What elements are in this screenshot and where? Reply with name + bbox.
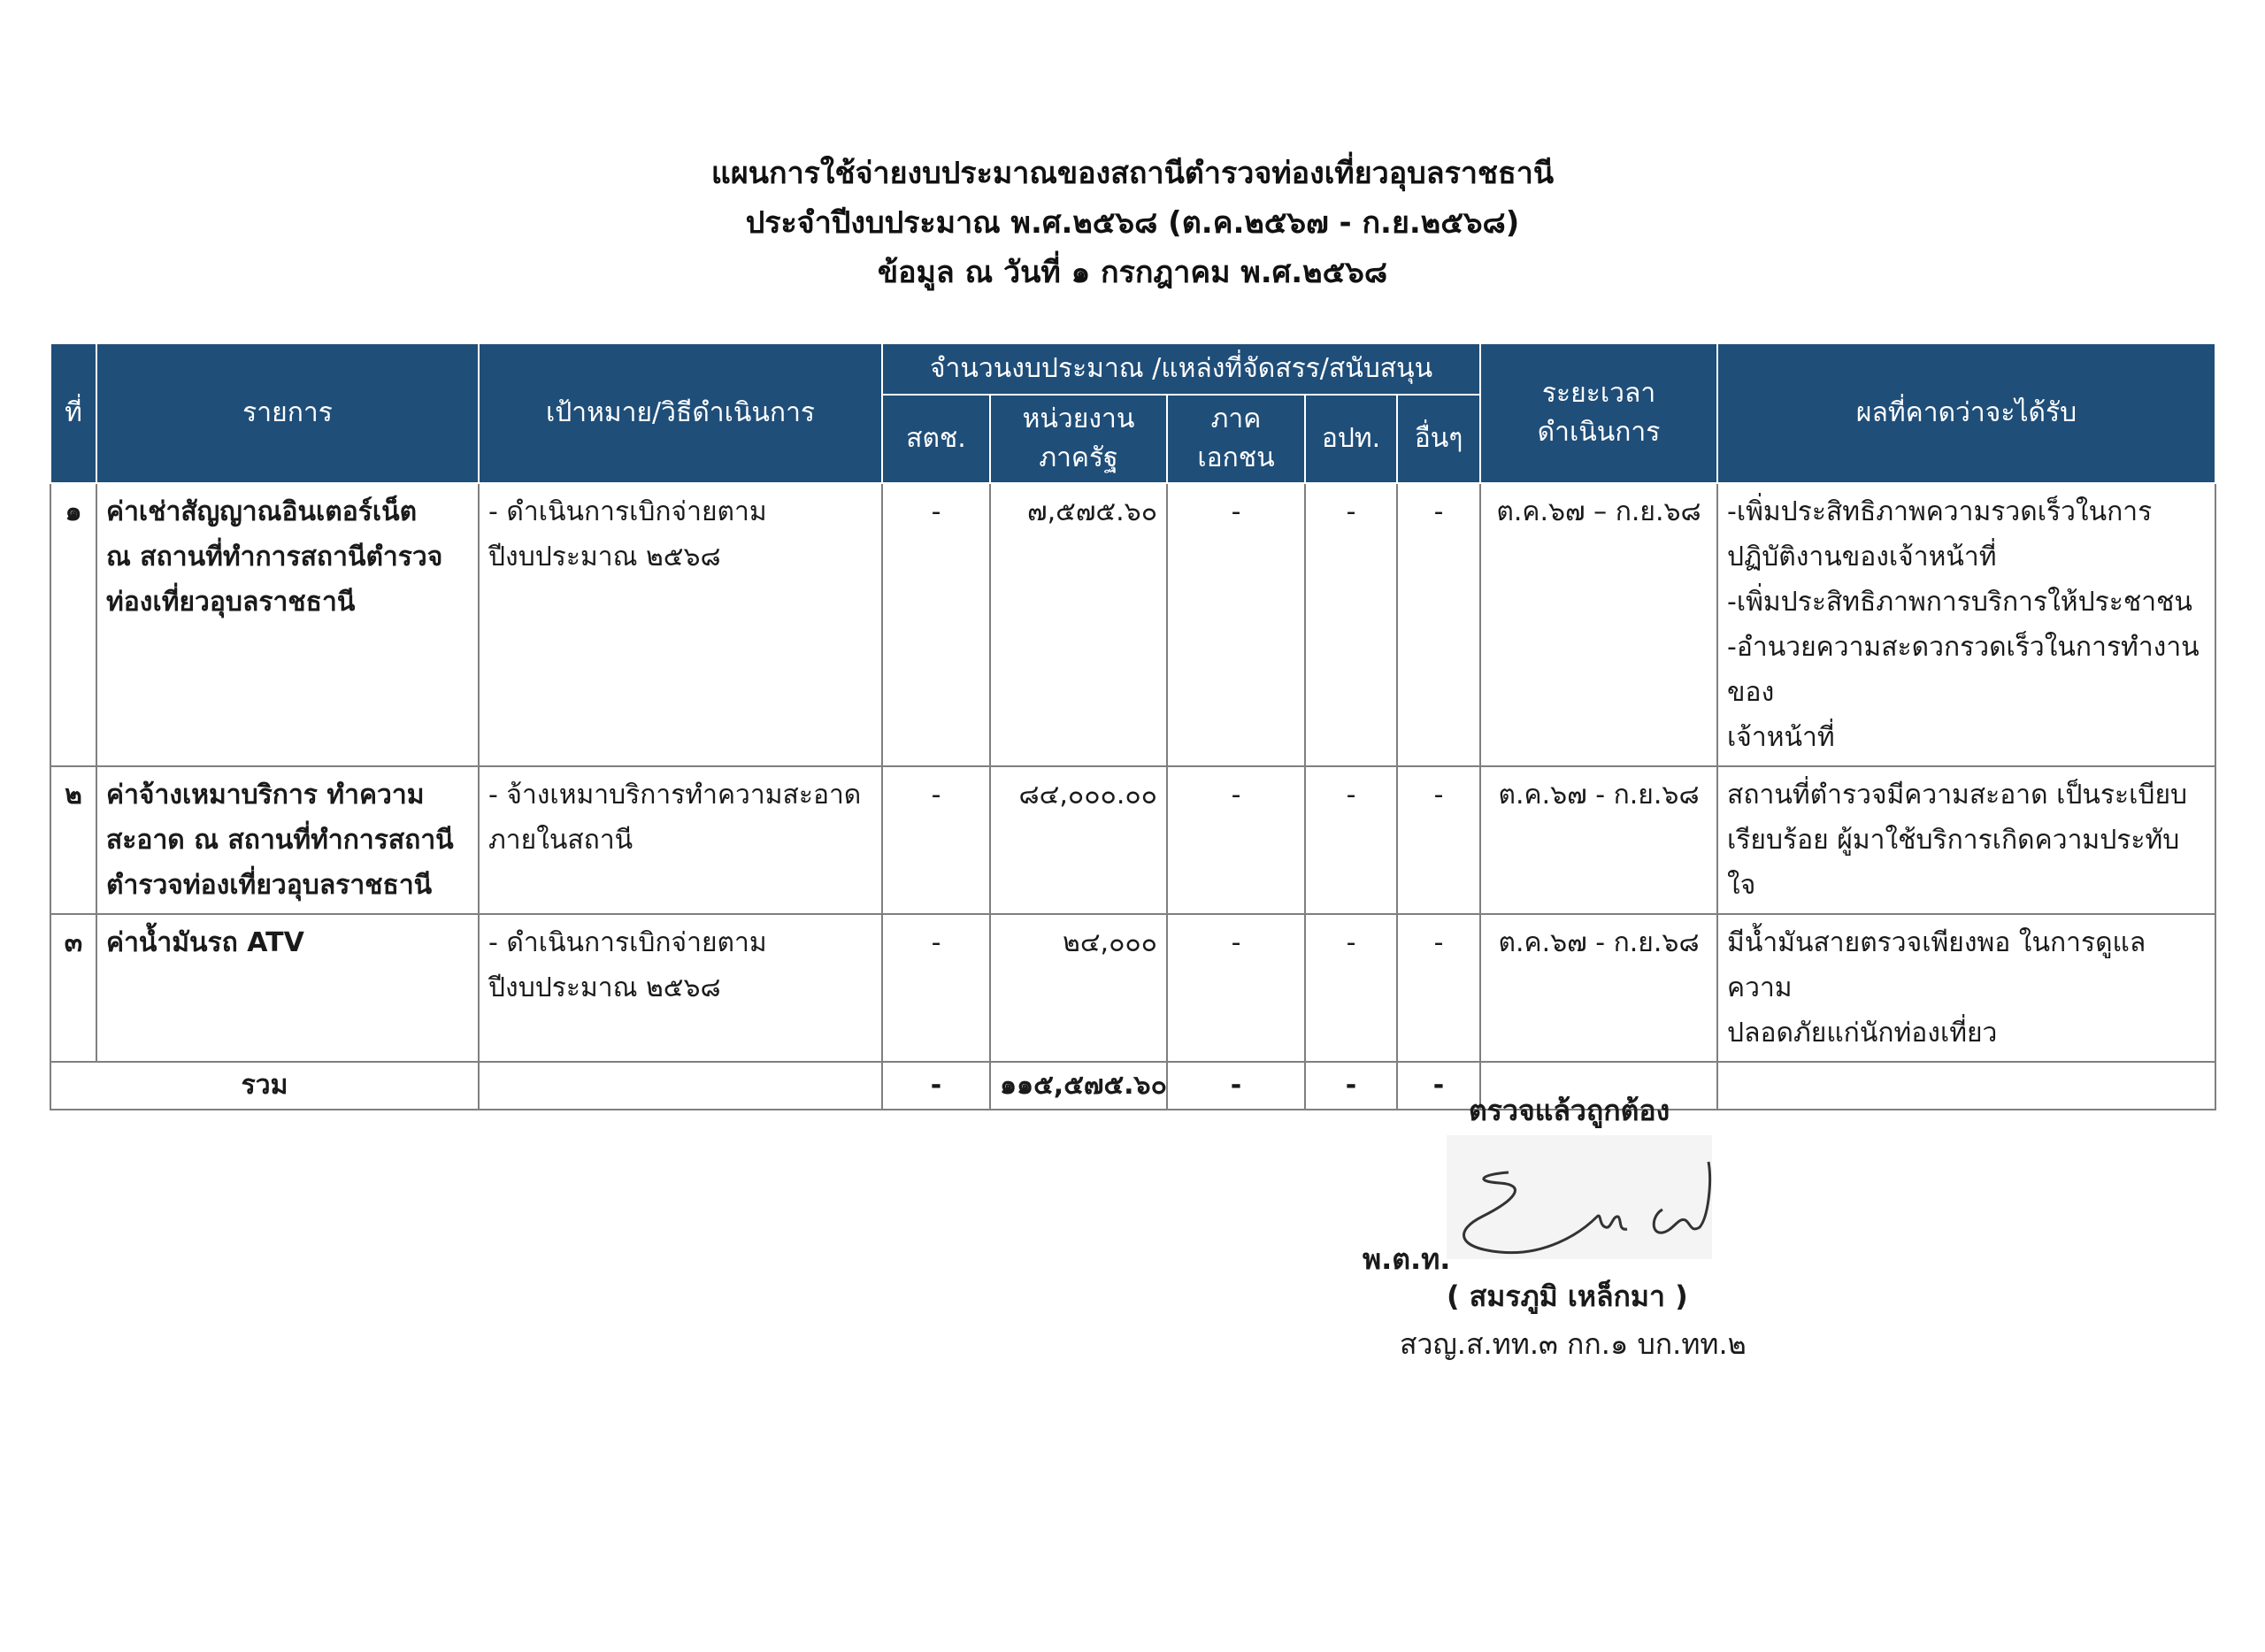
row-item: ค่าจ้างเหมาบริการ ทำความ สะอาด ณ สถานที่ทำการสถานี ตำรวจท่องเที่ยวอุบลราชธานี [96, 766, 479, 914]
row-number: ๒ [50, 766, 96, 914]
header-source-other: อื่นๆ [1397, 395, 1480, 483]
header-item: รายการ [96, 343, 479, 483]
row-item: ค่าเช่าสัญญาณอินเตอร์เน็ต ณ สถานที่ทำการสถานีตำรวจ ท่องเที่ยวอุบลราชธานี [96, 483, 479, 766]
row-goal: - ดำเนินการเบิกจ่ายตาม ปีงบประมาณ ๒๕๖๘ [479, 914, 882, 1062]
total-goal-empty [479, 1062, 882, 1110]
row-source-police: - [882, 766, 990, 914]
budget-plan-table [50, 342, 2216, 1110]
header-goal: เป้าหมาย/วิธีดำเนินการ [479, 343, 882, 483]
row-number: ๑ [50, 483, 96, 766]
total-source-other: - [1397, 1062, 1480, 1110]
verified-label: ตรวจแล้วถูกต้อง [1469, 1094, 1670, 1127]
row-source-private: - [1167, 483, 1305, 766]
title-line-1: แผนการใช้จ่ายงบประมาณของสถานีตำรวจท่องเที่ยวอุบลราชธานี [710, 156, 1555, 191]
row-goal: - ดำเนินการเบิกจ่ายตาม ปีงบประมาณ ๒๕๖๘ [479, 483, 882, 766]
total-source-local-admin: - [1305, 1062, 1397, 1110]
signer-name: ( สมรภูมิ เหล็กมา ) [1447, 1279, 1688, 1313]
header-budget-group: จำนวนงบประมาณ /แหล่งที่จัดสรร/สนับสนุน [882, 343, 1480, 395]
document-title-block [0, 149, 2265, 297]
row-source-local-admin: - [1305, 914, 1397, 1062]
row-source-other: - [1397, 766, 1480, 914]
title-line-3: ข้อมูล ณ วันที่ ๑ กรกฎาคม พ.ศ.๒๕๖๘ [877, 255, 1388, 290]
row-result: -เพิ่มประสิทธิภาพความรวดเร็วในการ ปฏิบัติงานของเจ้าหน้าที่ -เพิ่มประสิทธิภาพการบริการให้ประชาชน -อำนวยความสะดวกรวดเร็วในการทำงานของ เจ้าหน้าที่ [1717, 483, 2215, 766]
total-label: รวม [50, 1062, 479, 1110]
header-source-private: ภาคเอกชน [1167, 395, 1305, 483]
table-row [50, 766, 2215, 914]
row-source-police: - [882, 914, 990, 1062]
row-source-private: - [1167, 914, 1305, 1062]
row-source-government: ๘๔,๐๐๐.๐๐ [990, 766, 1167, 914]
row-source-local-admin: - [1305, 766, 1397, 914]
total-source-government: ๑๑๕,๕๗๕.๖๐ [990, 1062, 1167, 1110]
header-result: ผลที่คาดว่าจะได้รับ [1717, 343, 2215, 483]
row-period: ต.ค.๖๗ - ก.ย.๖๘ [1480, 914, 1717, 1062]
header-period: ระยะเวลา ดำเนินการ [1480, 343, 1717, 483]
row-item: ค่าน้ำมันรถ ATV [96, 914, 479, 1062]
header-source-government: หน่วยงาน ภาครัฐ [990, 395, 1167, 483]
total-result-empty [1717, 1062, 2215, 1110]
signer-position: สวญ.ส.ทท.๓ กก.๑ บก.ทท.๒ [1400, 1327, 1747, 1361]
row-source-other: - [1397, 914, 1480, 1062]
row-result: มีน้ำมันสายตรวจเพียงพอ ในการดูแลความ ปลอดภัยแก่นักท่องเที่ยว [1717, 914, 2215, 1062]
total-source-private: - [1167, 1062, 1305, 1110]
row-period: ต.ค.๖๗ - ก.ย.๖๘ [1480, 766, 1717, 914]
row-period: ต.ค.๖๗ – ก.ย.๖๘ [1480, 483, 1717, 766]
title-line-2: ประจำปีงบประมาณ พ.ศ.๒๕๖๘ (ต.ค.๒๕๖๗ - ก.ย.๒๕๖๘) [745, 205, 1520, 241]
table-row [50, 483, 2215, 766]
total-source-police: - [882, 1062, 990, 1110]
row-source-local-admin: - [1305, 483, 1397, 766]
signer-rank: พ.ต.ท. [1363, 1242, 1451, 1276]
row-source-police: - [882, 483, 990, 766]
total-row [50, 1062, 2215, 1110]
row-source-government: ๒๔,๐๐๐ [990, 914, 1167, 1062]
header-source-local-admin: อปท. [1305, 395, 1397, 483]
row-result: สถานที่ตำรวจมีความสะอาด เป็นระเบียบ เรียบร้อย ผู้มาใช้บริการเกิดความประทับใจ [1717, 766, 2215, 914]
table-row [50, 914, 2215, 1062]
header-no: ที่ [50, 343, 96, 483]
handwritten-signature [1447, 1128, 1739, 1270]
header-source-police: สตช. [882, 395, 990, 483]
row-goal: - จ้างเหมาบริการทำความสะอาด ภายในสถานี [479, 766, 882, 914]
row-source-government: ๗,๕๗๕.๖๐ [990, 483, 1167, 766]
row-number: ๓ [50, 914, 96, 1062]
row-source-other: - [1397, 483, 1480, 766]
row-source-private: - [1167, 766, 1305, 914]
